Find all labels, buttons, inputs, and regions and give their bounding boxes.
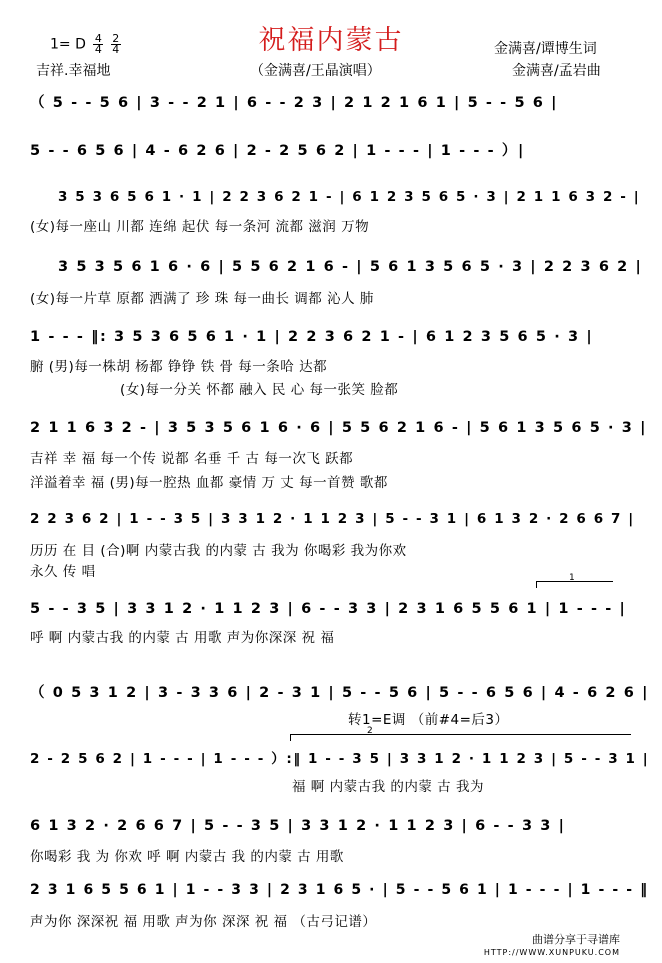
lyric-line: 洋溢着幸 福 (男)每一腔热 血都 豪情 万 丈 每一首赞 歌都 (30, 475, 388, 491)
time-signature-1: $\frac{4}{4}$ (94, 32, 102, 56)
lyric-line: (女)每一座山 川都 连绵 起伏 每一条河 流都 滋润 万物 (30, 219, 370, 235)
lyric-line: 吉祥 幸 福 每一个传 说都 名垂 千 古 每一次飞 跃都 (30, 451, 354, 467)
lyric-line: 呼 啊 内蒙古我 的内蒙 古 用歌 声为你深深 祝 福 (30, 630, 335, 646)
volta-bracket-2: 2 (290, 734, 631, 741)
score-system: 2 1 1 6 3 2 - | 3 5 3 5 6 1 6 · 6 | 5 5 6 2 1 6 - | 5 6 1 3 5 6 5 · 3 | (30, 420, 648, 436)
lyric-line: (女)每一片草 原都 洒满了 珍 珠 每一曲长 调都 沁人 肺 (30, 291, 374, 307)
footer-url[interactable]: HTTP://WWW.XUNPUKU.COM (483, 948, 620, 957)
volta-bracket-1: 1 (536, 581, 613, 588)
score-system: 3 5 3 5 6 1 6 · 6 | 5 5 6 2 1 6 - | 5 6 1 3 5 6 5 · 3 | 2 2 3 6 2 | (58, 259, 643, 275)
time-signature-2: $\frac{2}{4}$ (112, 32, 120, 56)
score-system: 3 5 3 6 5 6 1 · 1 | 2 2 3 6 2 1 - | 6 1 2 3 5 6 5 · 3 | 2 1 1 6 3 2 - | (58, 189, 641, 205)
performers: （金满喜/王晶演唱） (250, 63, 381, 79)
composers: 金满喜/孟岩曲 (512, 63, 601, 79)
score-system: 2 3 1 6 5 5 6 1 | 1 - - 3 3 | 2 3 1 6 5 · | 5 - - 5 6 1 | 1 - - - | 1 - - - ‖ (30, 882, 649, 898)
lyric-line: 你喝彩 我 为 你欢 呼 啊 内蒙古 我 的内蒙 古 用歌 (30, 849, 344, 865)
footer-credit: 曲谱分享于寻谱库 (532, 933, 620, 946)
score-system: （ 5 - - 5 6 | 3 - - 2 1 | 6 - - 2 3 | 2 1 2 1 6 1 | 5 - - 5 6 | (30, 95, 559, 111)
score-system: 5 - - 3 5 | 3 3 1 2 · 1 1 2 3 | 6 - - 3 3 | 2 3 1 6 5 5 6 1 | 1 - - - | (30, 601, 627, 617)
lyric-line: 永久 传 唱 (30, 564, 96, 580)
score-system: 2 2 3 6 2 | 1 - - 3 5 | 3 3 1 2 · 1 1 2 3 | 5 - - 3 1 | 6 1 3 2 · 2 6 6 7 | (30, 511, 635, 527)
lyric-line: 历历 在 目 (合)啊 内蒙古我 的内蒙 古 我为 你喝彩 我为你欢 (30, 543, 407, 559)
score-system: 2 - 2 5 6 2 | 1 - - - | 1 - - - ）:‖ 1 - - 3 5 | 3 3 1 2 · 1 1 2 3 | 5 - - 3 1 | (30, 751, 650, 767)
lyric-line: 腑 (男)每一株胡 杨都 铮铮 铁 骨 每一条哈 达都 (30, 359, 328, 375)
score-system: 1 - - - ‖: 3 5 3 6 5 6 1 · 1 | 2 2 3 6 2 1 - | 6 1 2 3 5 6 5 · 3 | (30, 329, 594, 345)
modulation-note: 转1=E调 （前#4=后3） (348, 712, 509, 728)
page-title: 祝福内蒙古 (258, 25, 404, 56)
score-system: 5 - - 6 5 6 | 4 - 6 2 6 | 2 - 2 5 6 2 | 1 - - - | 1 - - - ）| (30, 143, 525, 159)
lyric-line: 声为你 深深祝 福 用歌 声为你 深深 祝 福 （古弓记谱） (30, 914, 377, 930)
key-signature (50, 34, 121, 55)
lyric-line: (女)每一分关 怀都 融入 民 心 每一张笑 脸都 (120, 382, 399, 398)
score-system: 6 1 3 2 · 2 6 6 7 | 5 - - 3 5 | 3 3 1 2 · 1 1 2 3 | 6 - - 3 3 | (30, 818, 566, 834)
score-system: （ 0 5 3 1 2 | 3 - 3 3 6 | 2 - 3 1 | 5 - - 5 6 | 5 - - 6 5 6 | 4 - 6 2 6 | (30, 685, 649, 701)
lyricists: 金满喜/谭博生词 (494, 41, 597, 57)
lyric-line: 福 啊 内蒙古我 的内蒙 古 我为 (292, 779, 484, 795)
subtitle: 吉祥.幸福地 (36, 63, 111, 79)
key-label: 1= D (50, 36, 86, 53)
